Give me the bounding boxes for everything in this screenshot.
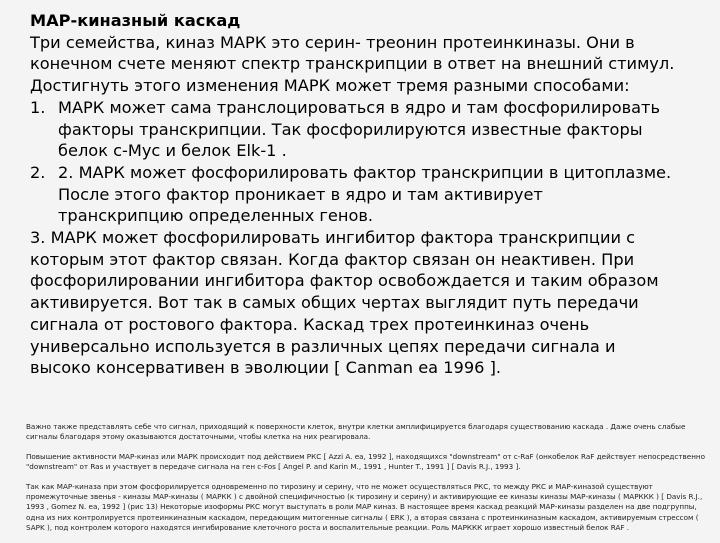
list-number: 2. (30, 162, 46, 182)
item3-line: универсально используется в различных цепях передачи сигнала и (30, 336, 616, 356)
item3-line: сигнала от ростового фактора. Каскад трех протеинкиназ очень (30, 314, 590, 334)
list-item-2 (30, 162, 700, 227)
numbered-list (30, 97, 700, 227)
footnote-paragraph: Важно также представлять себе что сигнал, приходящий к поверхности клеток, внутри клетки амплифицируется благодаря существованию каскада . Даже очень слабые сигналы благодаря этому оказываются достаточными, чтобы клетка на них реагировала. (26, 422, 686, 442)
footnotes (26, 422, 706, 543)
list-item-line: факторы транскрипции. Так фосфорилируются известные факторы (58, 119, 643, 139)
item3-line: 3. МАРК может фосфорилировать ингибитор фактора транскрипции с (30, 228, 636, 248)
list-item-line: 2. МАРК может фосфорилировать фактор транскрипции в цитоплазме. (58, 162, 672, 182)
list-item-line: После этого фактор проникает в ядро и там активирует (58, 184, 543, 204)
intro-line: конечном счете меняют спектр транскрипции в ответ на внешний стимул. (30, 54, 675, 74)
list-item-line: транскрипцию определенных генов. (58, 206, 374, 226)
footnote-paragraph: Так как МАР-киназа при этом фосфорилируется одновременно по тирозину и серину, что не может осуществляться РКС, то между РКС и МАР-киназой существуют промежуточные звенья - киназы МАР-киназы ( МАРКК ) с двойной специфичностью (к тирозину и серину) и активирующие ее киназы киназы МАР-киназы ( МАРККК ) [ Davis R.J., 1993 , Gomez N. ea, 1992 ] (рис 13) Некоторые изоформы РКС могут выступать в роли МАР киназ. В настоящее время каскад реакций МАР-киназы разделен на две подгруппы, одна из них контролируется протеинкиназным каскадом, передающим митогенные сигналы ( ERK ), а вторая связана с протеинкиназным каскадом, активируемым стрессом ( SAPK ), под контролем которого находятся ингибирование клеточного роста и воспалительные реакции. Роль МАРККК играет хорошо известный белок RAF . (26, 481, 703, 533)
slide-title: МАР-киназный каскад (30, 11, 241, 30)
item3-line: активируется. Вот так в самых общих чертах выглядит путь передачи (30, 293, 639, 313)
intro-line: Достигнуть этого изменения МАРК может тремя разными способами: (30, 76, 630, 96)
item3-line: фосфорилировании ингибитора фактор освобождается и таким образом (30, 271, 659, 291)
intro-line: Три семейства, киназ МАРК это серин- треонин протеинкиназы. Они в (30, 32, 635, 52)
item3-line: высоко консервативен в эволюции [ Canman ea 1996 ]. (30, 358, 502, 378)
list-item-1 (30, 97, 700, 162)
main-text-block (30, 10, 700, 379)
list-item-line: МАРК может сама транслоцироваться в ядро и там фосфорилировать (58, 97, 661, 117)
footnote-paragraph: Повышение активности МАР-киназ или МАРК происходит под действием РКС [ Azzi A. ea, 1992 ], находящихся "downstream" от с-RaF (онкобелок RaF действует непосредственно "downstream" от Ras и участвует в передаче сигнала на ген с-Fos [ Angel P. and Karin M., 1991 , Hunter T., 1991 ] [ Davis R.J., 1993 ]. (26, 451, 705, 472)
item3-line: которым этот фактор связан. Когда фактор связан он неактивен. При (30, 249, 635, 269)
list-item-line: белок с-Мус и белок Elk-1 . (58, 141, 287, 161)
list-number: 1. (30, 97, 46, 117)
